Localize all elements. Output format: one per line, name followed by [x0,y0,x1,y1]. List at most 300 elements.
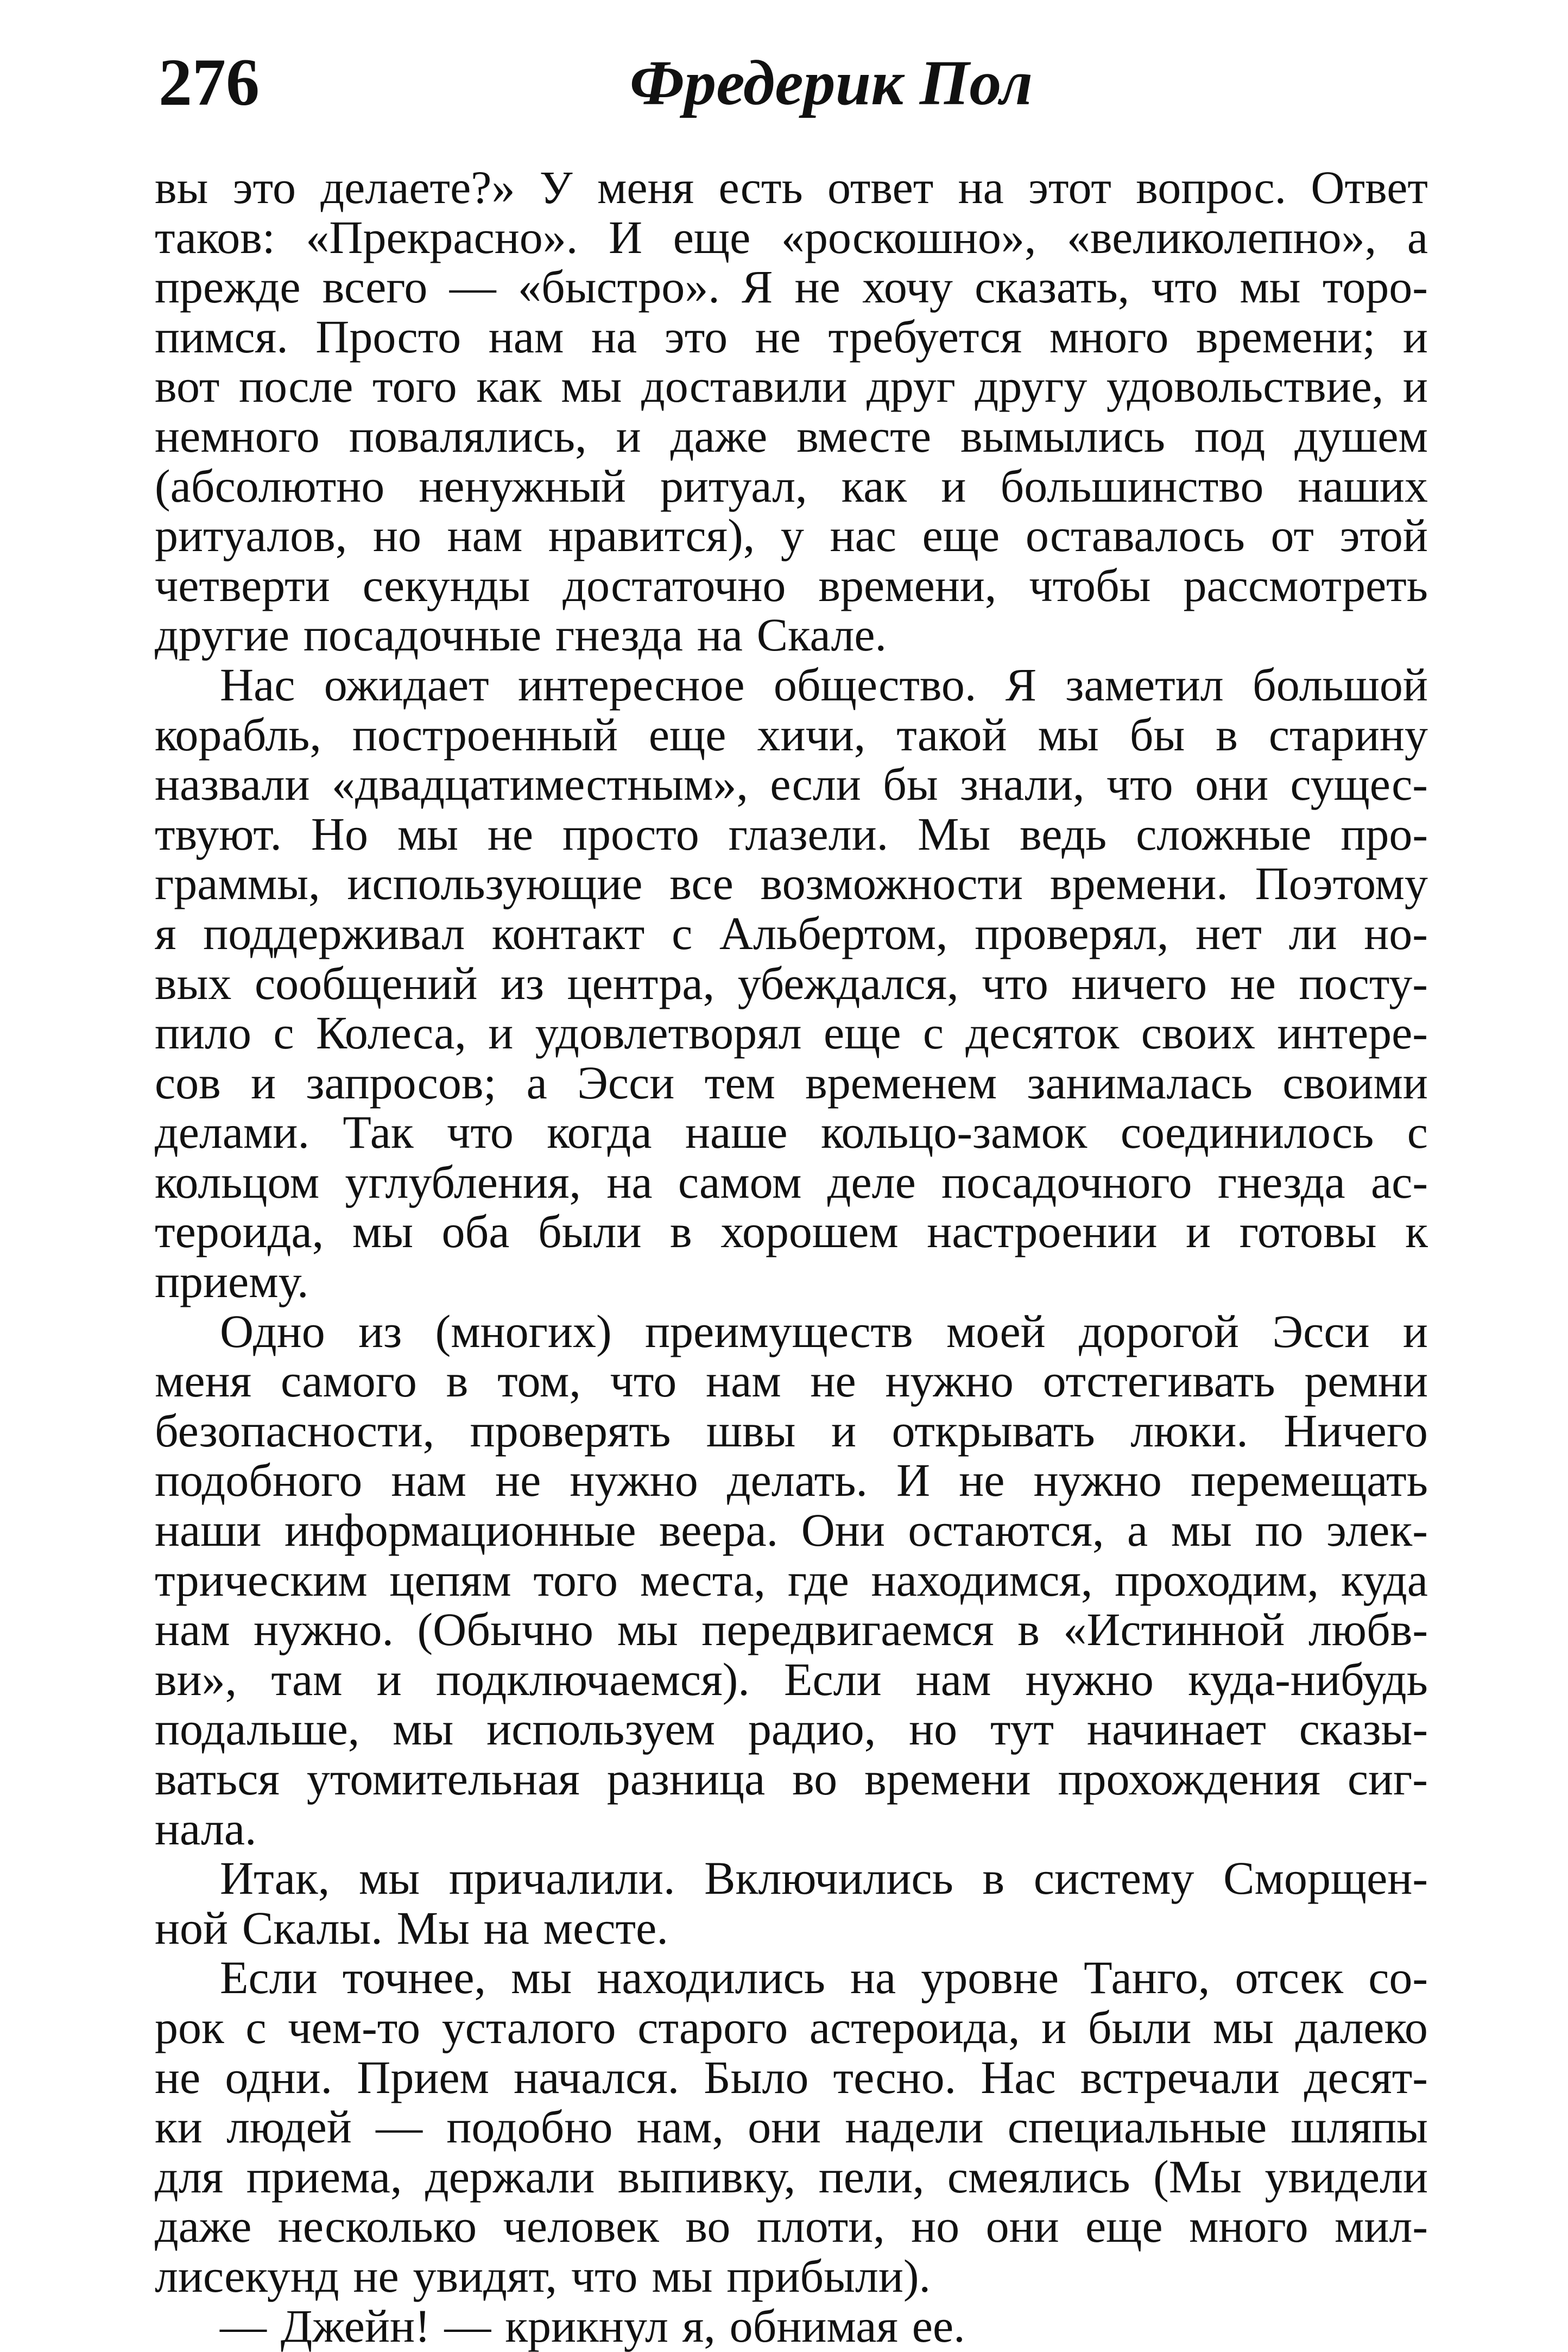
word: а [1407,211,1428,263]
word: не [794,261,840,313]
word: к [1405,1205,1428,1258]
word: начался. [514,2051,680,2103]
word: передвигаемся [701,1603,994,1656]
word: дорогой [1079,1305,1239,1357]
word: нас [830,509,896,562]
word: кольцо-замок [820,1106,1088,1159]
word: что [571,2249,638,2302]
word: безопасности, [155,1404,435,1457]
word: готовы [1239,1205,1377,1258]
word: еще [823,1007,901,1059]
word: времени, [818,559,997,611]
word: сложные [1136,807,1312,860]
word: но [372,509,421,562]
word: преимуществ [645,1305,913,1357]
word: обнимая [729,2299,898,2352]
word: настроении [927,1205,1158,1258]
word: еще [673,211,751,263]
word: там [271,1653,343,1705]
word: И [608,211,643,263]
word: рок [155,2001,224,2053]
word: своих [1141,1007,1255,1059]
word: меня [597,161,694,213]
word: что [1106,758,1173,811]
word: нам [447,509,523,562]
text-line [155,1854,1428,1904]
word: старого [637,2001,788,2053]
word: лисекунд [155,2249,339,2302]
word: другу [975,360,1088,413]
word: крикнул [505,2299,668,2352]
word: что [610,1355,677,1407]
text-line [155,409,1428,462]
word: и [616,409,641,462]
word: радио, [748,1703,876,1755]
word: нам [155,1603,230,1656]
word: бы [883,758,938,811]
word: выпивку, [617,2150,796,2203]
text-line [155,1804,1428,1854]
word: посадочные [303,609,542,661]
word: тем [704,1056,775,1109]
word: Включились [704,1852,953,1905]
word: хичи, [757,708,866,761]
paragraph [155,660,1428,1307]
word: Колеса, [315,1007,466,1059]
word: и [1402,1305,1428,1357]
text-line [155,1108,1428,1158]
word: посту- [1299,957,1428,1009]
word: я, [682,2299,716,2352]
word: в [982,1852,1005,1905]
word: остаются, [908,1504,1104,1557]
word: повалялись, [349,409,587,462]
word: Если [220,1951,318,2004]
text-line [155,610,1428,660]
word: нам, [636,2101,724,2153]
word: много [1189,2200,1308,2253]
text-line [155,2299,1428,2352]
word: удовольствие, [1106,360,1384,413]
word: проверять [470,1404,671,1457]
word: где [787,1553,849,1606]
word: причалили. [448,1852,675,1905]
word: куда-нибудь [1188,1653,1428,1705]
word: еще [922,509,1000,562]
word: наших [1298,459,1428,512]
word: и [1402,360,1428,413]
word: люки. [1130,1404,1248,1457]
word: чем-то [288,2001,421,2053]
word: нала. [155,1802,257,1855]
word: не [353,2249,399,2302]
word: наши [155,1504,262,1557]
word: нет [1196,907,1262,959]
word: возможности [760,857,1023,910]
text-line [155,2102,1428,2152]
word: Было [704,2051,809,2103]
word: вот [155,360,220,413]
word: торо- [1322,261,1428,313]
word: увидели [1264,2150,1428,2203]
word: когда [547,1106,652,1159]
word: месте. [543,1901,668,1954]
word: удовлетворял [535,1007,802,1059]
word: знали, [960,758,1085,811]
word: прежде [155,261,301,313]
word: Скале. [756,609,887,661]
word: Нас [220,658,295,711]
text-line [155,1008,1428,1058]
word: плоти, [756,2200,885,2253]
word: сказы- [1299,1703,1428,1755]
word: пели, [818,2150,925,2203]
word: я [155,907,176,959]
word: элек- [1326,1504,1428,1557]
word: вместе [796,409,931,462]
word: своими [1282,1056,1428,1109]
word: такой [896,708,1007,761]
paragraph [155,163,1428,660]
word: Нас [981,2051,1056,2103]
word: секунды [362,559,530,611]
word: открывать [892,1404,1095,1457]
word: отстегивать [1042,1355,1275,1407]
word: Они [801,1504,885,1557]
word: вопрос. [1136,161,1287,213]
word: Одно [220,1305,325,1357]
word: Сморщен- [1223,1852,1428,1905]
word: что [447,1106,514,1159]
word: у [780,509,804,562]
word: из [500,957,544,1009]
text-line [155,2152,1428,2202]
word: сообщений [254,957,478,1009]
word: Альбертом, [719,907,948,959]
word: делаете?» [320,161,515,213]
text-line [155,511,1428,561]
word: держали [425,2150,595,2203]
word: «Истинной [1063,1603,1285,1656]
word: Я [742,261,773,313]
text-line [155,561,1428,611]
word: мы [393,1703,454,1755]
word: что [1151,261,1218,313]
word: вымылись [960,409,1165,462]
word: ки [155,2101,203,2153]
word: тут [990,1703,1054,1755]
paragraph [155,2299,1428,2352]
word: куда [1341,1553,1428,1606]
word: интересное [518,658,745,711]
word: людей [226,2101,352,2153]
word: контакт [491,907,645,959]
text-line [155,710,1428,760]
word: пило [155,1007,251,1059]
word: Но [311,807,368,860]
word: усталого [441,2001,616,2053]
word: и [488,1007,514,1059]
word: того [372,360,457,413]
word: доставили [641,360,848,413]
text-line [155,1506,1428,1556]
word: нужно [570,1454,698,1507]
word: не [155,2051,201,2103]
text-line [155,1704,1428,1754]
word: одни. [225,2051,333,2103]
word: из [358,1305,402,1357]
word: (Мы [1153,2150,1242,2203]
word: после [239,360,353,413]
word: большой [1252,658,1428,711]
word: места, [640,1553,766,1606]
word: этой [1339,509,1428,562]
text-line [155,1553,1428,1606]
word: Эсси [1272,1305,1370,1357]
word: как [476,360,542,413]
word: Джейн! [280,2299,431,2352]
word: (абсолютно [155,459,385,512]
text-line [155,262,1428,312]
word: ас- [1371,1155,1428,1208]
word: другие [155,609,290,661]
word: специальные [1007,2101,1267,2153]
text-line [155,2202,1428,2252]
word: если [770,758,861,811]
word: мы [352,1205,413,1258]
text-line [155,1058,1428,1108]
word: углубления, [345,1155,581,1208]
text-line [155,2249,1428,2302]
word: даже [155,2200,252,2253]
word: мы [617,1603,678,1656]
word: а [1127,1504,1148,1557]
word: подобно [446,2101,613,2153]
word: и [376,1653,402,1705]
word: меня [155,1355,252,1407]
word: мы [561,360,622,413]
word: старину [1268,708,1428,761]
word: ее. [912,2299,965,2352]
word: несколько [277,2200,477,2253]
word: и [941,459,966,512]
word: надели [845,2101,984,2153]
text-line [155,2053,1428,2103]
word: приема, [246,2150,402,2203]
word: пимся. [155,310,288,363]
word: десяток [965,1007,1120,1059]
word: ненужный [419,459,626,512]
word: не [810,1355,856,1407]
word: но- [1364,907,1428,959]
word: Танго, [1084,1951,1210,2004]
running-title: Фредерик Пол [630,47,1033,118]
word: мы [511,1951,572,2004]
word: оба [441,1205,510,1258]
text-line [155,859,1428,909]
word: времени [864,1753,1031,1805]
word: они [985,2200,1059,2253]
word: ной [155,1901,229,1954]
word: со- [1368,1951,1428,2004]
word: подключаемся). [435,1653,750,1705]
word: и [251,1056,276,1109]
word: мы [397,807,459,860]
word: это [664,310,728,363]
text-line [155,959,1428,1009]
word: с [922,1007,944,1059]
word: Скалы. [242,1901,383,1954]
word: утомительная [306,1753,580,1805]
word: в [1216,708,1238,761]
word: даже [670,409,768,462]
word: для [155,2150,224,2203]
paragraph [155,1953,1428,2301]
word: во [685,2200,731,2253]
word: в [446,1355,469,1407]
word: и [831,1404,856,1457]
word: корабль, [155,708,321,761]
word: граммы, [155,857,320,910]
text-line [155,1754,1428,1804]
word: не [495,1454,541,1507]
word: центра, [567,957,715,1009]
word: шляпы [1291,2101,1428,2153]
word: мы [1038,708,1099,761]
word: ведь [1020,807,1107,860]
word: интере- [1277,1007,1428,1059]
word: прохождения [1058,1753,1320,1805]
word: информационные [284,1504,636,1557]
word: ви», [155,1653,237,1705]
word: твуют. [155,807,282,860]
word: нам [706,1355,781,1407]
word: соединилось [1120,1106,1374,1159]
word: сов [155,1056,221,1109]
word: разница [606,1753,766,1805]
text-line [155,1155,1428,1208]
text-line [155,807,1428,860]
word: (многих) [435,1305,612,1357]
word: ремни [1304,1355,1428,1407]
word: делами. [155,1106,309,1159]
word: убеждался, [737,957,959,1009]
word: нам [391,1454,466,1507]
word: нужно [885,1355,1014,1407]
word: ничего [1071,957,1207,1009]
word: систему [1033,1852,1194,1905]
word: всего [322,261,428,313]
word: оставалось [1025,509,1245,562]
body-text [155,163,1428,2351]
word: начинает [1086,1703,1266,1755]
word: с [672,907,693,959]
word: веера. [659,1504,779,1557]
word: И [896,1454,931,1507]
word: на [483,1901,529,1954]
word: хочу [862,261,953,313]
word: времени. [1049,857,1228,910]
word: нужно [1033,1454,1162,1507]
word: мы [1171,1504,1232,1557]
word: швы [706,1404,796,1457]
word: «Прекрасно». [306,211,578,263]
word: моей [946,1305,1046,1357]
word: «быстро». [517,261,720,313]
word: нужно. [254,1603,394,1656]
word: сиг- [1347,1753,1428,1805]
word: хорошем [720,1205,899,1258]
text-line [155,660,1428,710]
word: были [1088,2001,1192,2053]
word: но [909,1703,958,1755]
word: на [958,161,1004,213]
word: еще [1085,2200,1163,2253]
word: проходим, [1115,1553,1319,1606]
word: времени; [1196,310,1376,363]
word: много [1049,310,1169,363]
word: назвали [155,758,310,811]
word: нам [915,1653,991,1705]
word: Ничего [1284,1404,1428,1457]
word: не [959,1454,1005,1507]
word: сказать, [975,261,1130,313]
word: Я [1005,658,1037,711]
word: Прием [357,2051,489,2103]
word: душем [1294,409,1428,462]
word: на [697,609,743,661]
word: ритуалов, [155,509,347,562]
word: во [792,1753,838,1805]
word: далеко [1295,2001,1428,2053]
word: на [606,1155,653,1208]
page-number: 276 [159,45,260,119]
word: использующие [347,857,643,910]
word: приему. [155,1255,309,1308]
word: — [376,2101,423,2153]
word: не [1230,957,1276,1009]
word: прибыли). [726,2249,931,2302]
word: деле [827,1155,916,1208]
word: гнезда [1217,1155,1345,1208]
word: используем [486,1703,716,1755]
word: Мы [396,1901,470,1954]
word: точнее, [342,1951,486,2004]
word: друг [866,360,956,413]
word: подобного [155,1454,363,1507]
text-line [155,1356,1428,1406]
word: а [526,1056,547,1109]
word: мы [1240,261,1301,313]
word: и [1402,310,1428,363]
word: наше [685,1106,788,1159]
word: нам [488,310,564,363]
text-line [155,2003,1428,2053]
text-line [155,362,1428,412]
word: самого [280,1355,417,1407]
word: немного [155,409,320,462]
word: уровне [921,1951,1059,2004]
word: поддерживал [203,907,465,959]
word: нужно [1025,1653,1154,1705]
word: достаточно [562,559,786,611]
word: трическим [155,1553,368,1606]
word: бы [1129,708,1185,761]
text-line [155,213,1428,263]
word: Эсси [577,1056,675,1109]
word: были [538,1205,642,1258]
word: того [533,1553,618,1606]
